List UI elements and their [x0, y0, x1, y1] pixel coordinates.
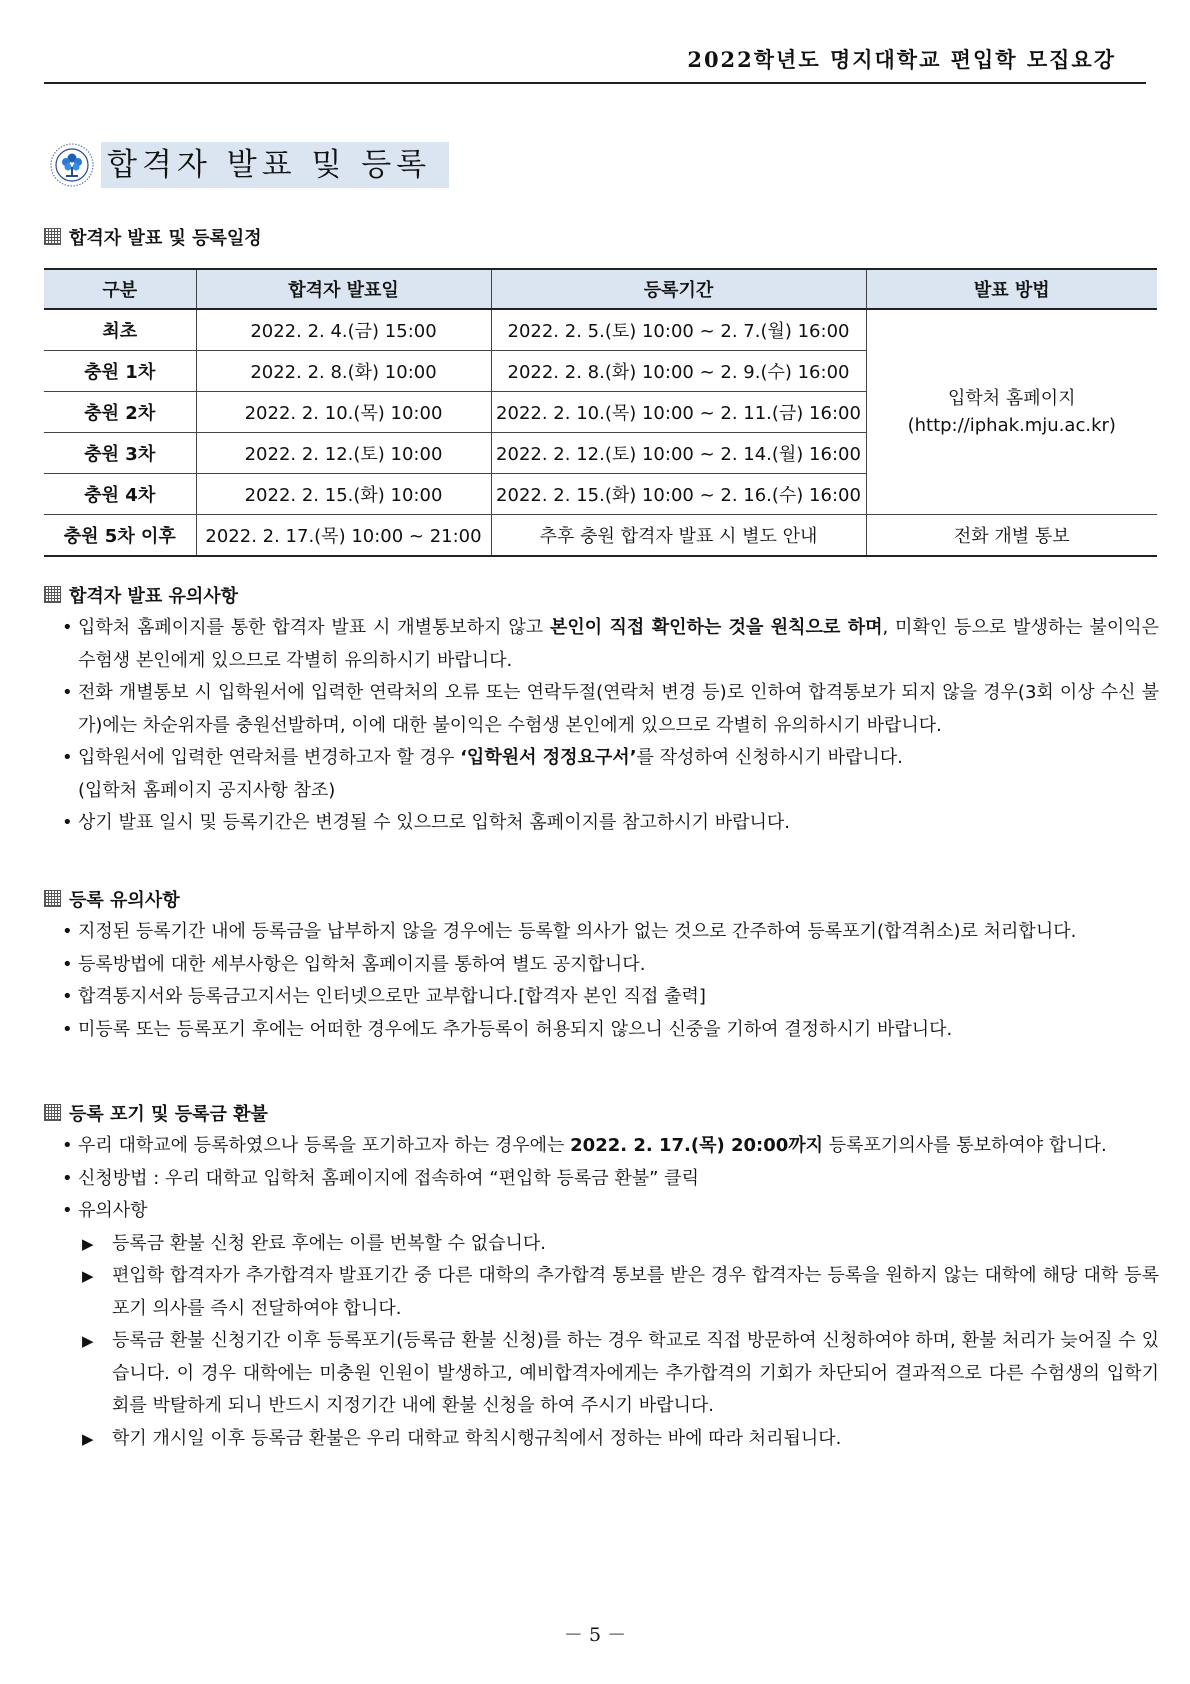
grid-square-icon — [44, 890, 61, 907]
notice-text: 입학원서에 입력한 연락처를 변경하고자 할 경우 — [78, 747, 461, 768]
table-row — [44, 515, 1157, 557]
column-header-category: 구분 — [44, 269, 196, 309]
document-header-title: 2022학년도 명지대학교 편입학 모집요강 — [687, 47, 1116, 72]
university-emblem-icon — [50, 143, 94, 187]
sub-list-item: ▶ 등록금 환불 신청 완료 후에는 이를 번복할 수 없습니다. — [44, 1228, 1159, 1261]
method-cell: 전화 개별 통보 — [866, 515, 1157, 557]
notice2-heading-text: 등록 유의사항 — [69, 890, 180, 911]
sub-list-item: ▶ 편입학 합격자가 추가합격자 발표기간 중 다른 대학의 추가합격 통보를 받은 경우 합격자는 등록을 원하지 않는 대학에 해당 대학 등록포기 의사를 즉시 전달하여야 합니다. — [44, 1260, 1159, 1325]
notice1-heading-text: 합격자 발표 유의사항 — [69, 586, 239, 607]
registration-period-cell: 2022. 2. 5.(토) 10:00 ~ 2. 7.(월) 16:00 — [491, 309, 866, 351]
column-header-registration-period: 등록기간 — [491, 269, 866, 309]
section-title: 합격자 발표 및 등록 — [101, 142, 449, 188]
announce-date-cell: 2022. 2. 8.(화) 10:00 — [196, 351, 491, 392]
announce-date-cell: 2022. 2. 10.(목) 10:00 — [196, 392, 491, 433]
row-label: 최초 — [44, 309, 196, 351]
list-item: • 지정된 등록기간 내에 등록금을 납부하지 않을 경우에는 등록할 의사가 없는 것으로 간주하여 등록포기(합격취소)로 처리합니다. — [44, 916, 1159, 949]
notice-text: 를 작성하여 신청하시기 바랍니다. — [636, 747, 903, 768]
list-item: • 신청방법 : 우리 대학교 입학처 홈페이지에 접속하여 “편입학 등록금 환불” 클릭 — [44, 1163, 1159, 1196]
list-item — [44, 1130, 1159, 1163]
notice-emphasis: ‘입학원서 정정요구서’ — [460, 747, 637, 768]
registration-period-cell: 추후 충원 합격자 발표 시 별도 안내 — [491, 515, 866, 557]
list-item: • 미등록 또는 등록포기 후에는 어떠한 경우에도 추가등록이 허용되지 않으니 신중을 기하여 결정하시기 바랍니다. — [44, 1014, 1159, 1047]
grid-square-icon — [44, 586, 61, 603]
row-label: 충원 3차 — [44, 433, 196, 474]
list-item: • 합격통지서와 등록금고지서는 인터넷으로만 교부합니다.[합격자 본인 직접 출력] — [44, 981, 1159, 1014]
list-item: • 등록방법에 대한 세부사항은 입학처 홈페이지를 통하여 별도 공지합니다. — [44, 949, 1159, 982]
schedule-heading-text: 합격자 발표 및 등록일정 — [69, 228, 262, 249]
sub-list-item: ▶ 등록금 환불 신청기간 이후 등록포기(등록금 환불 신청)를 하는 경우 학교로 직접 방문하여 신청하여야 하며, 환불 처리가 늦어질 수 있습니다. 이 경우 대학에는 미충원 인원이 발생하고, 예비합격자에게는 추가합격의 기회가 차단되어 결과적으로 다른 수험생의 입학기회를 박탈하게 되니 반드시 지정기간 내에 환불 신청을 하여 주시기 바랍니다. — [44, 1325, 1159, 1423]
row-label: 충원 4차 — [44, 474, 196, 515]
list-item: • 유의사항 — [44, 1195, 1159, 1228]
notice3-heading — [44, 1103, 268, 1127]
list-item: • 상기 발표 일시 및 등록기간은 변경될 수 있으므로 입학처 홈페이지를 참고하시기 바랍니다. — [44, 807, 1159, 840]
row-label: 충원 1차 — [44, 351, 196, 392]
notice-text: , 미확인 등으로 발생하는 불이익은 수험생 본인에게 있으므로 각별히 유의하시기 바랍니다. — [78, 617, 1159, 671]
notice2-heading — [44, 889, 180, 913]
notice-text: 입학처 홈페이지를 통한 합격자 발표 시 개별통보하지 않고 — [78, 617, 550, 638]
list-item — [44, 742, 1159, 807]
deadline-emphasis: 2022. 2. 17.(목) 20:00까지 — [570, 1135, 824, 1156]
method-url: (http://iphak.mju.ac.kr) — [907, 415, 1116, 436]
notice-emphasis: 본인이 직접 확인하는 것을 원칙으로 하며 — [550, 617, 883, 638]
registration-period-cell: 2022. 2. 8.(화) 10:00 ~ 2. 9.(수) 16:00 — [491, 351, 866, 392]
announce-date-cell: 2022. 2. 4.(금) 15:00 — [196, 309, 491, 351]
grid-square-icon — [44, 228, 61, 245]
list-item: • 전화 개별통보 시 입학원서에 입력한 연락처의 오류 또는 연락두절(연락처 변경 등)로 인하여 합격통보가 되지 않을 경우(3회 이상 수신 불가)에는 차순위자를 충원선발하며, 이에 대한 불이익은 수험생 본인에게 있으므로 각별히 유의하시기 바랍니다. — [44, 677, 1159, 742]
notice3-list — [44, 1130, 1159, 1455]
row-label: 충원 2차 — [44, 392, 196, 433]
method-cell — [866, 309, 1157, 515]
table-row — [44, 309, 1157, 351]
notice-text: 등록포기의사를 통보하여야 합니다. — [823, 1135, 1107, 1156]
method-text: 입학처 홈페이지 — [948, 388, 1076, 409]
announce-date-cell: 2022. 2. 17.(목) 10:00 ~ 21:00 — [196, 515, 491, 557]
document-header — [44, 40, 1146, 84]
registration-period-cell: 2022. 2. 15.(화) 10:00 ~ 2. 16.(수) 16:00 — [491, 474, 866, 515]
column-header-method: 발표 방법 — [866, 269, 1157, 309]
page-number: － 5 － — [563, 1624, 627, 1646]
schedule-heading — [44, 227, 262, 251]
column-header-announce-date: 합격자 발표일 — [196, 269, 491, 309]
notice-text: 우리 대학교에 등록하였으나 등록을 포기하고자 하는 경우에는 — [78, 1135, 571, 1156]
registration-period-cell: 2022. 2. 12.(토) 10:00 ~ 2. 14.(월) 16:00 — [491, 433, 866, 474]
announce-date-cell: 2022. 2. 15.(화) 10:00 — [196, 474, 491, 515]
announce-date-cell: 2022. 2. 12.(토) 10:00 — [196, 433, 491, 474]
list-item — [44, 612, 1159, 677]
notice-text: (입학처 홈페이지 공지사항 참조) — [78, 779, 336, 801]
table-header-row — [44, 269, 1157, 309]
notice1-heading — [44, 585, 238, 609]
notice2-list — [44, 916, 1159, 1046]
notice1-list — [44, 612, 1159, 840]
notice3-heading-text: 등록 포기 및 등록금 환불 — [69, 1104, 268, 1125]
row-label: 충원 5차 이후 — [44, 515, 196, 557]
grid-square-icon — [44, 1104, 61, 1121]
schedule-table — [44, 268, 1157, 557]
sub-list-item: ▶ 학기 개시일 이후 등록금 환불은 우리 대학교 학칙시행규칙에서 정하는 바에 따라 처리됩니다. — [44, 1423, 1159, 1456]
registration-period-cell: 2022. 2. 10.(목) 10:00 ~ 2. 11.(금) 16:00 — [491, 392, 866, 433]
